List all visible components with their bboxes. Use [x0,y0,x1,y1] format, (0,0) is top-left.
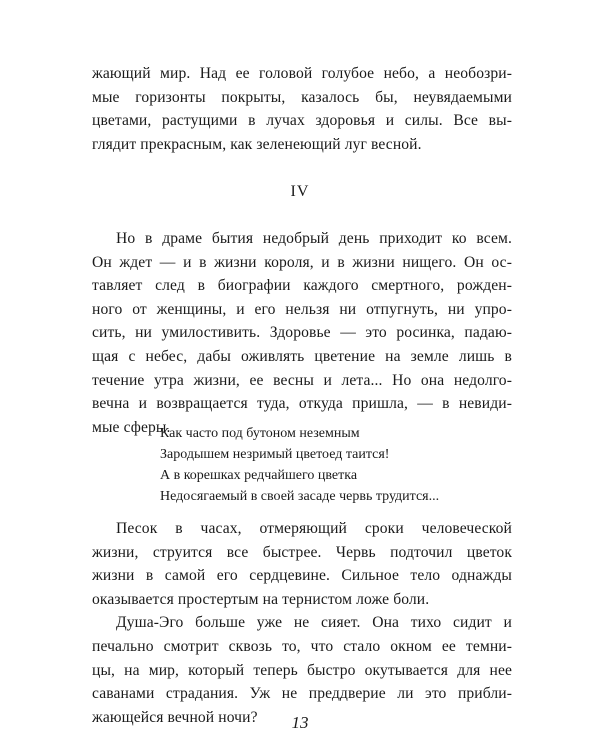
text-line: вечна и возвращается туда, откуда пришла, — в невиди- [92,395,512,413]
text-line: цы, на мир, который теперь быстро окутывается для нее [92,661,512,679]
text-line: ного от женщины, и его нельзя ни отпугнуть, ни упро- [92,300,512,318]
poem-line: Как часто под бутоном неземным [160,426,360,441]
text-line: Но в драме бытия недобрый день приходит ко всем. [116,230,512,247]
text-line: жизни в самой его сердцевине. Сильное тело однажды [92,567,512,585]
text-line: течение утра жизни, ее весны и лета... Но она недолго- [92,371,512,389]
text-line: щая с небес, дабы оживлять цветение на земле лишь в [92,347,512,365]
text-line: сить, ни умилостивить. Здоровье — это росинка, падаю- [92,324,512,342]
paragraph-top [92,62,512,156]
paragraph-bottom [92,517,512,729]
paragraph-mid [92,227,512,439]
poem-line: Зародышем незримый цветоед таится! [160,447,390,462]
chapter-heading: IV [290,183,310,200]
text-line: Душа-Эго больше уже не сияет. Она тихо сидит и [116,614,512,632]
poem-line: А в корешках редчайшего цветка [160,468,358,483]
page-number: 13 [291,713,309,732]
text-line: саванами страдания. Уж не преддверие ли это прибли- [92,685,512,703]
text-line: жизни, струится все быстрее. Червь подточил цветок [92,543,512,561]
text-line: жающейся вечной ночи? [92,708,258,726]
text-line: мые горизонты покрыты, казалось бы, неувядаемыми [92,88,512,106]
text-line: Песок в часах, отмеряющий сроки человеческой [116,520,512,537]
poem-stanza [160,423,439,507]
text-line: жающий мир. Над ее головой голубое небо, а необозри- [92,65,512,82]
poem-line: Недосягаемый в своей засаде червь трудится... [160,489,440,504]
text-line: глядит прекрасным, как зеленеющий луг весной. [92,135,422,153]
text-line: мые сферы. [92,418,171,436]
text-line: печально смотрит сквозь то, что стало окном ее темни- [92,637,512,655]
text-line: оказывается простертым на тернистом ложе боли. [92,590,430,608]
text-line: Он ждет — и в жизни короля, и в жизни нищего. Он ос- [92,253,512,271]
text-line: тавляет след в биографии каждого смертного, рожден- [92,277,512,295]
text-line: цветами, растущими в лучах здоровья и силы. Все вы- [92,112,512,130]
